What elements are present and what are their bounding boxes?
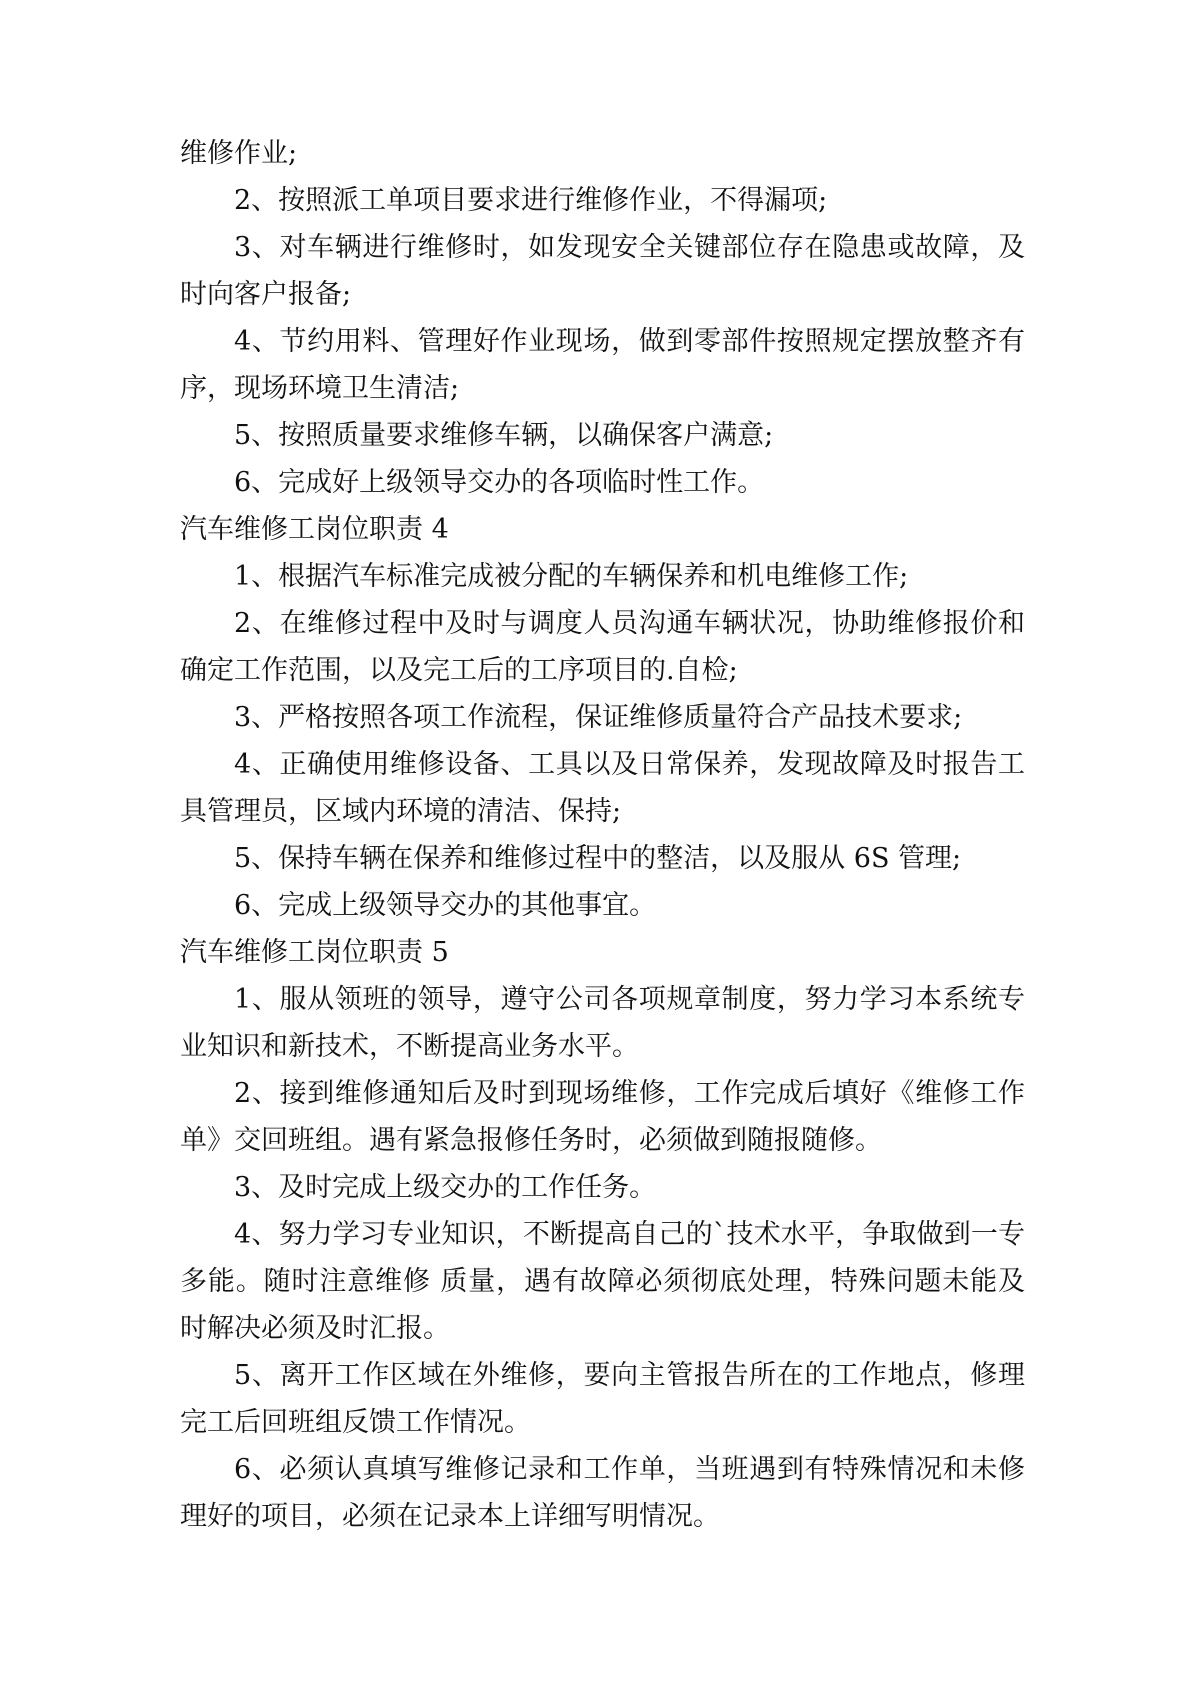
list-item: 2、接到维修通知后及时到现场维修，工作完成后填好《维修工作单》交回班组。遇有紧急报修任务时，必须做到随报随修。 [180, 1078, 1025, 1156]
list-item: 1、服从领班的领导，遵守公司各项规章制度，努力学习本系统专业知识和新技术，不断提高业务水平。 [180, 984, 1025, 1062]
list-item: 1、根据汽车标准完成被分配的车辆保养和机电维修工作; [234, 561, 909, 592]
list-item: 3、严格按照各项工作流程，保证维修质量符合产品技术要求; [234, 702, 963, 733]
list-item: 4、节约用料、管理好作业现场，做到零部件按照规定摆放整齐有序，现场环境卫生清洁; [180, 326, 1025, 404]
list-item: 4、努力学习专业知识，不断提高自己的`技术水平，争取做到一专多能。随时注意维修 质量，遇有故障必须彻底处理，特殊问题未能及时解决必须及时汇报。 [180, 1219, 1025, 1344]
list-item: 3、及时完成上级交办的工作任务。 [234, 1172, 657, 1203]
list-item: 6、必须认真填写维修记录和工作单，当班遇到有特殊情况和未修理好的项目，必须在记录本上详细写明情况。 [180, 1454, 1025, 1532]
list-item: 5、保持车辆在保养和维修过程中的整洁，以及服从 6S 管理; [234, 843, 962, 874]
paragraph-continuation: 维修作业; [180, 138, 298, 169]
document-page [180, 130, 1025, 1540]
list-item: 5、离开工作区域在外维修，要向主管报告所在的工作地点，修理完工后回班组反馈工作情况。 [180, 1360, 1025, 1438]
list-item: 2、按照派工单项目要求进行维修作业，不得漏项; [234, 185, 828, 216]
list-item: 6、完成上级领导交办的其他事宜。 [234, 890, 657, 921]
list-item: 6、完成好上级领导交办的各项临时性工作。 [234, 467, 765, 498]
section-heading: 汽车维修工岗位职责 5 [180, 937, 449, 968]
list-item: 5、按照质量要求维修车辆，以确保客户满意; [234, 420, 774, 451]
section-heading: 汽车维修工岗位职责 4 [180, 514, 449, 545]
list-item: 2、在维修过程中及时与调度人员沟通车辆状况，协助维修报价和确定工作范围，以及完工后的工序项目的.自检; [180, 608, 1025, 686]
list-item: 4、正确使用维修设备、工具以及日常保养，发现故障及时报告工具管理员，区域内环境的清洁、保持; [180, 749, 1025, 827]
list-item: 3、对车辆进行维修时，如发现安全关键部位存在隐患或故障，及时向客户报备; [180, 232, 1025, 310]
